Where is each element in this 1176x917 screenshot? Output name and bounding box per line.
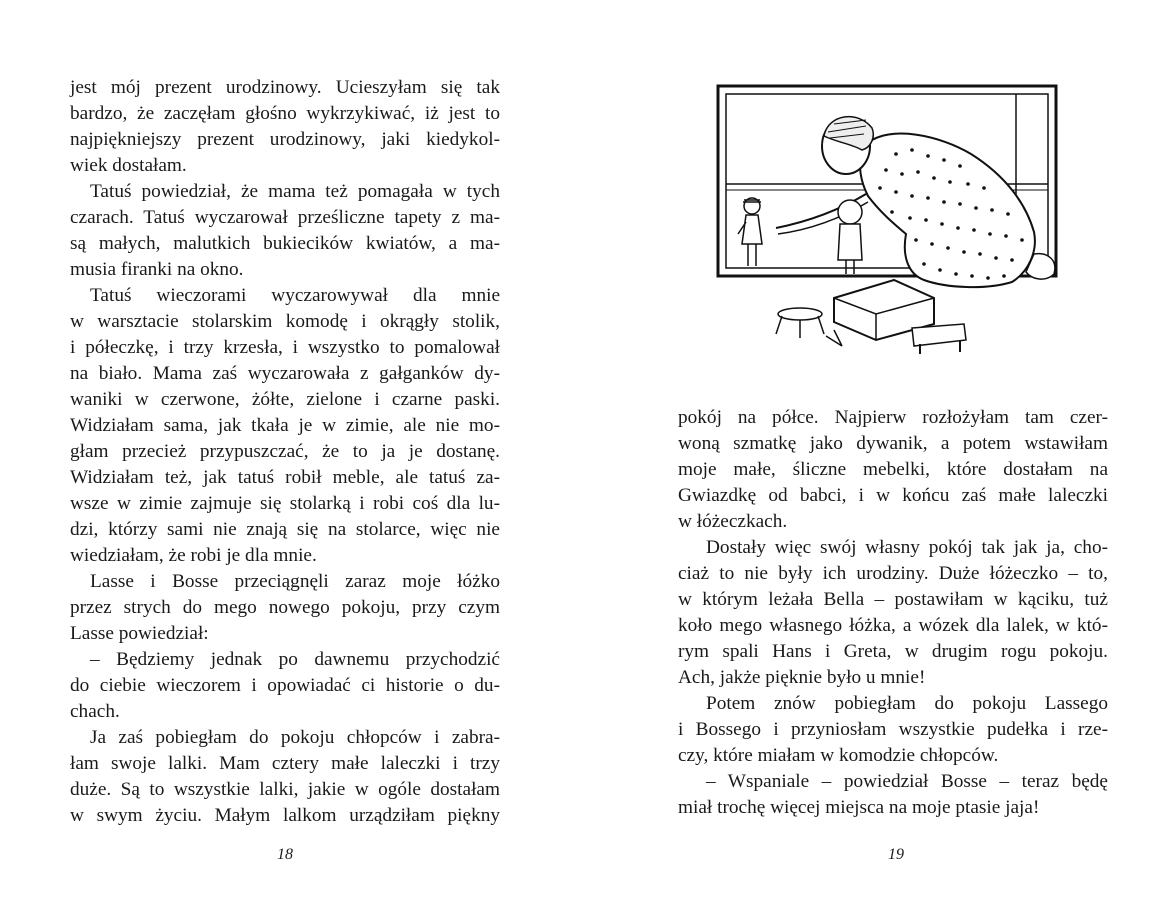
text-line: Ach, jakże pięknie było u mnie! [678,667,926,688]
text-line: wsze w zimie zajmuje się stolarką i robi coś dla lu- [70,493,500,514]
text-line: chach. [70,701,120,722]
text-line: czy, które miałam w komodzie chłopców. [678,745,999,766]
text-line: w swym życiu. Małym lalkom urządziłam piękny [70,805,500,826]
text-line: musia firanki na okno. [70,259,244,280]
text-line: pokój na półce. Najpierw rozłożyłam tam czer- [678,407,1108,428]
text-line: koło mego własnego łóżka, a wózek dla lalek, w któ- [678,615,1108,636]
text-line: głam przecież przypuszczać, że to ja je dostanę. [70,441,500,462]
text-line: Widziałam sama, jak tkała je w zimie, ale nie mo- [70,415,500,436]
text-line: duże. Są to wszystkie lalki, jakie w ogóle dostałam [70,779,500,800]
text-line: moje małe, śliczne mebelki, które dostałam na [678,459,1108,480]
text-line: czarach. Tatuś wyczarował prześliczne tapety z ma- [70,207,500,228]
text-line: – Będziemy jednak po dawnemu przychodzić [90,649,500,670]
text-line: ciaż to nie były ich urodziny. Duże łóżeczko – to, [678,563,1108,584]
text-line: Ja zaś pobiegłam do pokoju chłopców i zabra- [90,727,500,748]
text-line: w którym leżała Bella – postawiłam w kąciku, tuż [678,589,1108,610]
text-line: Widziałam też, jak tatuś robił meble, ale tatuś za- [70,467,500,488]
text-line: na biało. Mama zaś wyczarowała z gałganków dy- [70,363,500,384]
text-line: jest mój prezent urodzinowy. Ucieszyłam się tak [70,77,500,98]
page-number: 19 [888,846,904,863]
text-line: w łóżeczkach. [678,511,788,532]
illustration [716,84,1060,356]
text-line: Gwiazdkę od babci, i w końcu zaś małe laleczki [678,485,1108,506]
page-number: 18 [277,846,293,863]
text-line: wiek dostałam. [70,155,187,176]
text-line: wiedziałam, że robi je dla mnie. [70,545,317,566]
text-line: łam swoje lalki. Mam cztery małe laleczki i trzy [70,753,500,774]
text-line: miał trochę więcej miejsca na moje ptasie jaja! [678,797,1040,818]
text-line: najpiękniejszy prezent urodzinowy, jaki kiedykol- [70,129,500,150]
text-line: Potem znów pobiegłam do pokoju Lassego [706,693,1108,714]
text-line: Dostały więc swój własny pokój tak jak ja, cho- [706,537,1108,558]
text-line: przez strych do mego nowego pokoju, przy czym [70,597,500,618]
text-line: rym spali Hans i Greta, w drugim rogu pokoju. [678,641,1108,662]
text-line: i Bossego i przyniosłam wszystkie pudełka i rze- [678,719,1108,740]
text-line: woną szmatkę jako dywanik, a potem wstawiłam [678,433,1108,454]
text-line: waniki w czerwone, żółte, zielone i czarne paski. [70,389,500,410]
text-line: dzi, którzy sami nie znają się na stolarce, więc nie [70,519,500,540]
text-line: – Wspaniale – powiedział Bosse – teraz będę [706,771,1108,792]
text-line: są małych, malutkich bukiecików kwiatów, a ma- [70,233,500,254]
text-line: Lasse powiedział: [70,623,209,644]
text-line: do ciebie wieczorem i opowiadać ci historie o du- [70,675,500,696]
text-line: Lasse i Bosse przeciągnęli zaraz moje łóżko [90,571,500,592]
text-line: i półeczkę, i trzy krzesła, i wszystko to pomalował [70,337,500,358]
text-line: Tatuś wieczorami wyczarowywał dla mnie [90,285,500,306]
text-line: bardzo, że zaczęłam głośno wykrzykiwać, iż jest to [70,103,500,124]
text-line: w warsztacie stolarskim komodę i okrągły stolik, [70,311,500,332]
text-line: Tatuś powiedział, że mama też pomagała w tych [90,181,500,202]
